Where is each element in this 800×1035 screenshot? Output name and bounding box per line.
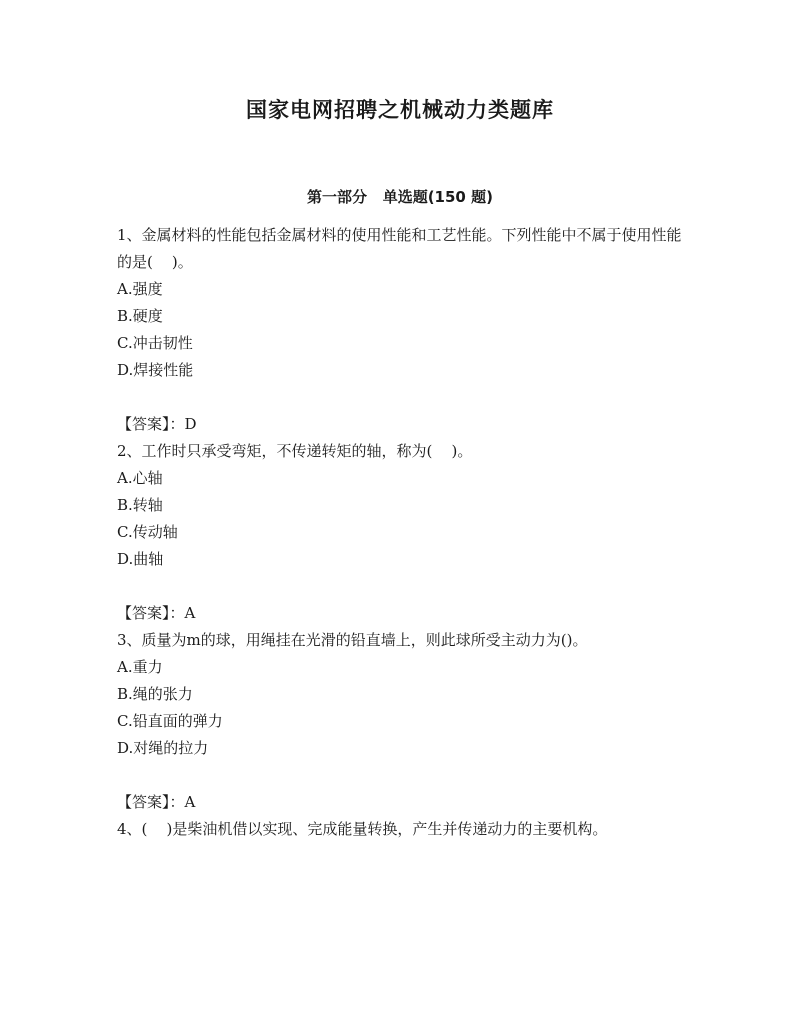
answer-line xyxy=(117,600,683,627)
question-stem: 3、质量为m的球，用绳挂在光滑的铅直墙上，则此球所受主动力为()。 xyxy=(117,631,588,649)
option-b: B.硬度 xyxy=(117,307,163,325)
option-b: B.转轴 xyxy=(117,496,163,514)
question-1 xyxy=(117,222,683,438)
answer-label: 【答案】： xyxy=(117,604,185,622)
question-list xyxy=(117,222,683,843)
option-list xyxy=(117,654,683,762)
question-3 xyxy=(117,627,683,816)
section-title: 第一部分 单选题(150 题) xyxy=(307,188,493,206)
option-c: C.冲击韧性 xyxy=(117,334,193,352)
option-c: C.铅直面的弹力 xyxy=(117,712,223,730)
option-c: C.传动轴 xyxy=(117,523,178,541)
question-4 xyxy=(117,816,683,843)
answer-label: 【答案】： xyxy=(117,793,185,811)
option-d: D.对绳的拉力 xyxy=(117,739,209,757)
answer-value: D xyxy=(184,415,197,433)
option-a: A.强度 xyxy=(117,280,163,298)
answer-line xyxy=(117,411,683,438)
option-b: B.绳的张力 xyxy=(117,685,193,703)
answer-label: 【答案】： xyxy=(117,415,185,433)
question-stem: 4、( )是柴油机借以实现、完成能量转换，产生并传递动力的主要机构。 xyxy=(117,820,608,838)
answer-line xyxy=(117,789,683,816)
question-stem: 2、工作时只承受弯矩，不传递转矩的轴，称为( )。 xyxy=(117,442,473,460)
answer-value: A xyxy=(184,793,196,811)
option-d: D.曲轴 xyxy=(117,550,164,568)
option-a: A.重力 xyxy=(117,658,163,676)
option-a: A.心轴 xyxy=(117,469,163,487)
answer-value: A xyxy=(184,604,196,622)
option-list xyxy=(117,276,683,384)
document-title: 国家电网招聘之机械动力类题库 xyxy=(246,98,554,122)
question-2 xyxy=(117,438,683,627)
option-d: D.焊接性能 xyxy=(117,361,194,379)
option-list xyxy=(117,465,683,573)
question-stem: 1、金属材料的性能包括金属材料的使用性能和工艺性能。下列性能中不属于使用性能的是( )。 xyxy=(117,226,682,271)
